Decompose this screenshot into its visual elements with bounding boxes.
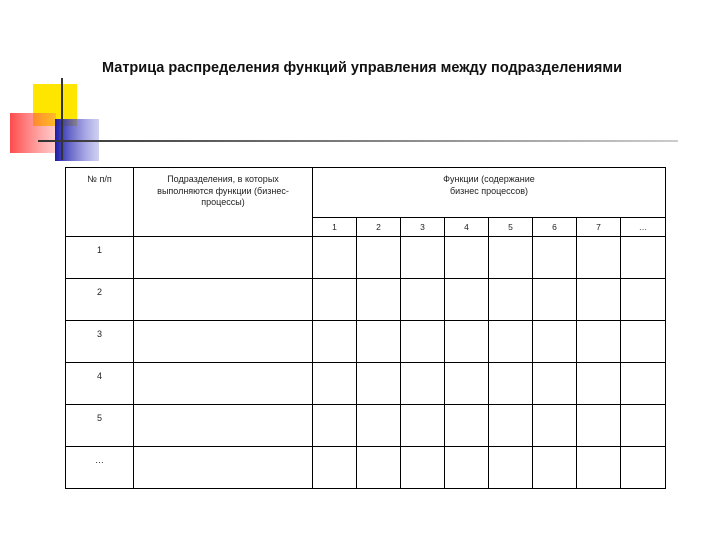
function-cell [621,363,666,405]
function-cell [577,363,621,405]
function-cell [313,279,357,321]
row-number [66,279,134,321]
function-cell [445,447,489,489]
function-cell [357,321,401,363]
function-cell [401,363,445,405]
function-cell [577,279,621,321]
function-cell [313,321,357,363]
function-cell [577,237,621,279]
division-cell [134,363,313,405]
function-number-4: 4 [445,218,489,237]
division-cell [134,321,313,363]
function-cell [533,237,577,279]
function-number-3: 3 [401,218,445,237]
function-cell [445,321,489,363]
header-number: № п/п [66,168,134,237]
slide-title: Матрица распределения функций управления между подразделениями [102,60,623,76]
row-number [66,321,134,363]
function-cell [489,321,533,363]
table-row [66,321,666,363]
division-cell [134,447,313,489]
function-cell [489,279,533,321]
function-cell [313,363,357,405]
function-cell [445,405,489,447]
function-cell [577,447,621,489]
decorative-graphic [0,0,720,170]
function-cell [445,279,489,321]
row-number [66,237,134,279]
row-number-label: 2 [96,286,102,297]
function-cell [577,321,621,363]
function-cell [621,321,666,363]
header-row [66,168,666,218]
function-cell [357,237,401,279]
function-cell [401,447,445,489]
function-cell [621,279,666,321]
row-number-label: 1 [96,244,102,255]
function-cell [313,237,357,279]
function-cell [357,447,401,489]
function-cell [533,363,577,405]
function-number-2: 2 [357,218,401,237]
table-row [66,363,666,405]
function-cell [533,279,577,321]
function-cell [401,405,445,447]
function-cell [533,405,577,447]
division-cell [134,405,313,447]
table-row [66,237,666,279]
row-number-label: 4 [96,370,102,381]
row-number [66,405,134,447]
horizontal-rule [38,140,678,142]
function-cell [577,405,621,447]
function-cell [357,363,401,405]
table-row [66,447,666,489]
function-cell [489,405,533,447]
table-row [66,279,666,321]
function-cell [401,237,445,279]
function-cell [533,321,577,363]
function-number-6: 6 [533,218,577,237]
header-division: Подразделения, в которых выполняются функции (бизнес-процессы) [134,168,313,237]
function-number-7: 7 [577,218,621,237]
function-cell [489,363,533,405]
row-number [66,363,134,405]
function-cell [357,279,401,321]
row-number-label: 3 [96,328,102,339]
function-cell [533,447,577,489]
function-cell [401,279,445,321]
function-number-5: 5 [489,218,533,237]
function-cell [357,405,401,447]
row-number [66,447,134,489]
function-distribution-matrix [65,167,666,489]
division-cell [134,279,313,321]
row-number-label: … [95,454,104,465]
function-cell [445,363,489,405]
function-cell [489,237,533,279]
function-cell [313,447,357,489]
table-row [66,405,666,447]
function-cell [489,447,533,489]
function-cell [313,405,357,447]
function-number-8: … [621,218,666,237]
header-functions: Функции (содержание бизнес процессов) [313,168,666,218]
function-number-1: 1 [313,218,357,237]
row-number-label: 5 [96,412,102,423]
function-cell [401,321,445,363]
function-cell [621,405,666,447]
function-cell [621,237,666,279]
division-cell [134,237,313,279]
red-square [10,113,56,153]
function-cell [621,447,666,489]
function-cell [445,237,489,279]
